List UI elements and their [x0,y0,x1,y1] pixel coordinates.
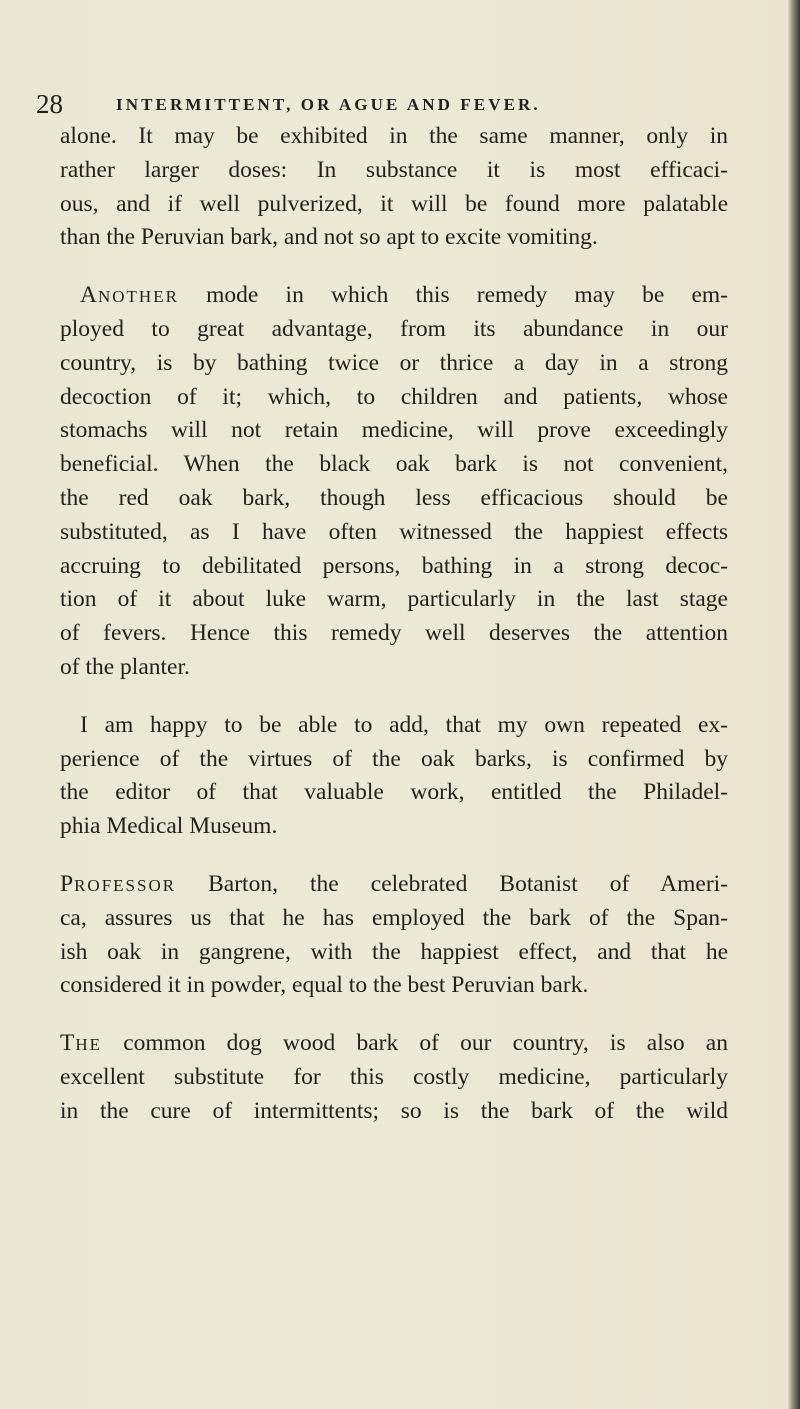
text-line: accruing to debilitated persons, bathing in a strong decoc- [60,552,728,579]
text-line: tion of it about luke warm, particularly in the last stage [60,586,728,613]
lead-small-caps: NOTHER [97,287,179,307]
line-rest: mode in which this remedy may be em- [178,282,728,309]
text-line: than the Peruvian bark, and not so apt to excite vomiting. [60,224,598,251]
lead-small-caps: ROFESSOR [74,875,177,895]
lead-capital: A [80,282,98,309]
text-line [60,279,728,313]
page-header [36,90,736,120]
text-line: ous, and if well pulverized, it will be found more palatable [60,190,728,217]
text-line: ca, assures us that he has employed the bark of the Span- [60,904,728,931]
text-line: I am happy to be able to add, that my own repeated ex- [80,711,728,738]
text-line: perience of the virtues of the oak barks, is confirmed by [60,745,728,772]
text-line: rather larger doses: In substance it is most efficaci- [60,156,728,183]
text-line [60,868,728,902]
line-rest: common dog wood bark of our country, is also an [102,1030,728,1057]
text-line: in the cure of intermittents; so is the bark of the wild [60,1097,728,1124]
running-title: INTERMITTENT, OR AGUE AND FEVER. [116,95,541,114]
text-line [60,1027,728,1061]
paragraph [60,279,728,685]
paragraph [60,868,728,1003]
text-line: ployed to great advantage, from its abundance in our [60,315,728,342]
text-line: beneficial. When the black oak bark is not convenient, [60,451,728,478]
line-rest: Barton, the celebrated Botanist of Ameri- [176,870,728,897]
body-text [60,120,728,1129]
text-line: stomachs will not retain medicine, will prove exceedingly [60,417,728,444]
text-line: phia Medical Museum. [60,813,278,840]
text-line: excellent substitute for this costly medicine, particularly [60,1063,728,1090]
page-edge-shadow [788,0,800,1409]
text-line: substituted, as I have often witnessed the happiest effects [60,518,728,545]
page-number: 28 [36,89,63,119]
text-line: decoction of it; which, to children and patients, whose [60,383,728,410]
text-line: of fevers. Hence this remedy well deserves the attention [60,620,728,647]
lead-capital: T [60,1030,76,1057]
text-line: country, is by bathing twice or thrice a day in a strong [60,349,728,376]
text-line: considered it in powder, equal to the best Peruvian bark. [60,972,589,999]
text-line: the red oak bark, though less efficacious should be [60,484,728,511]
lead-small-caps: HE [75,1035,103,1055]
text-line: ish oak in gangrene, with the happiest effect, and that he [60,938,728,965]
paragraph [60,1027,728,1128]
paragraph [60,709,728,844]
paragraph [60,120,728,255]
text-line: of the planter. [60,653,190,680]
lead-capital: P [60,870,75,897]
text-line: alone. It may be exhibited in the same manner, only in [60,123,728,149]
text-line: the editor of that valuable work, entitled the Philadel- [60,779,728,806]
